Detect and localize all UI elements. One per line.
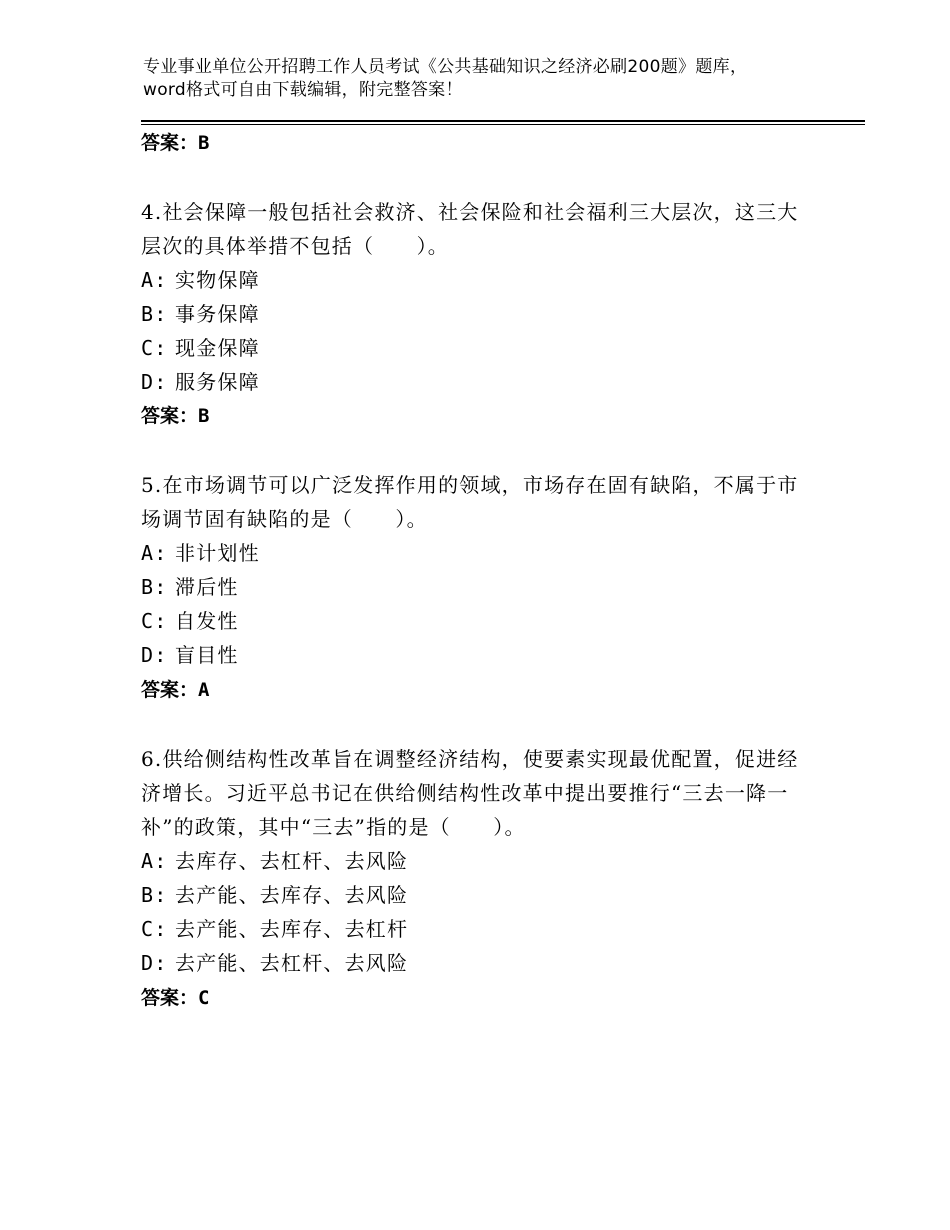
option-d (141, 638, 801, 672)
option-b (141, 297, 801, 331)
question-text: 4.社会保障一般包括社会救济、社会保险和社会福利三大层次，这三大层次的具体举措不包括（ ）。 (141, 200, 799, 258)
option-letter: B: (141, 302, 168, 326)
option-list (141, 263, 801, 399)
answer-value: A (198, 679, 210, 701)
question-text: 5.在市场调节可以广泛发挥作用的领域，市场存在固有缺陷，不属于市场调节固有缺陷的是（ ）。 (141, 473, 799, 531)
answer-value: B (198, 132, 210, 154)
option-text: 服务保障 (175, 370, 260, 394)
option-letter: C: (141, 336, 168, 360)
header-rule-thin (141, 124, 865, 125)
option-text: 盲目性 (175, 643, 239, 667)
answer-line-5 (141, 678, 209, 702)
answer-value: C (198, 987, 210, 1009)
option-text: 滞后性 (175, 575, 239, 599)
option-letter: B: (141, 883, 168, 907)
question-6 (141, 742, 801, 980)
option-letter: C: (141, 917, 168, 941)
option-text: 现金保障 (175, 336, 260, 360)
option-list (141, 536, 801, 672)
option-d (141, 365, 801, 399)
option-d (141, 946, 801, 980)
option-letter: A: (141, 849, 168, 873)
option-letter: B: (141, 575, 168, 599)
header-rule-thick (141, 120, 865, 122)
option-text: 去产能、去库存、去风险 (175, 883, 409, 907)
option-b (141, 878, 801, 912)
option-letter: D: (141, 951, 168, 975)
option-c (141, 604, 801, 638)
answer-label: 答案： (141, 679, 199, 701)
option-letter: A: (141, 268, 168, 292)
answer-value: B (198, 405, 210, 427)
document-header: 专业事业单位公开招聘工作人员考试《公共基础知识之经济必刷200题》题库，word格式可自由下载编辑，附完整答案！ (143, 57, 748, 100)
option-text: 去库存、去杠杆、去风险 (175, 849, 409, 873)
answer-label: 答案： (141, 987, 199, 1009)
option-text: 自发性 (175, 609, 239, 633)
option-letter: D: (141, 370, 168, 394)
answer-label: 答案： (141, 405, 199, 427)
option-text: 去产能、去库存、去杠杆 (175, 917, 409, 941)
option-b (141, 570, 801, 604)
option-text: 非计划性 (175, 541, 260, 565)
option-c (141, 912, 801, 946)
question-text: 6.供给侧结构性改革旨在调整经济结构，使要素实现最优配置，促进经济增长。习近平总书记在供给侧结构性改革中提出要推行“三去一降一补”的政策，其中“三去”指的是（ ）。 (141, 747, 799, 839)
option-letter: D: (141, 643, 168, 667)
question-4 (141, 195, 801, 399)
option-text: 实物保障 (175, 268, 260, 292)
option-text: 去产能、去杠杆、去风险 (175, 951, 409, 975)
answer-line-6 (141, 986, 209, 1010)
option-c (141, 331, 801, 365)
question-5 (141, 468, 801, 672)
option-text: 事务保障 (175, 302, 260, 326)
option-list (141, 844, 801, 980)
option-a (141, 263, 801, 297)
answer-label: 答案： (141, 132, 199, 154)
option-a (141, 536, 801, 570)
answer-line-4 (141, 404, 209, 428)
option-a (141, 844, 801, 878)
option-letter: A: (141, 541, 168, 565)
option-letter: C: (141, 609, 168, 633)
answer-line (141, 131, 209, 155)
